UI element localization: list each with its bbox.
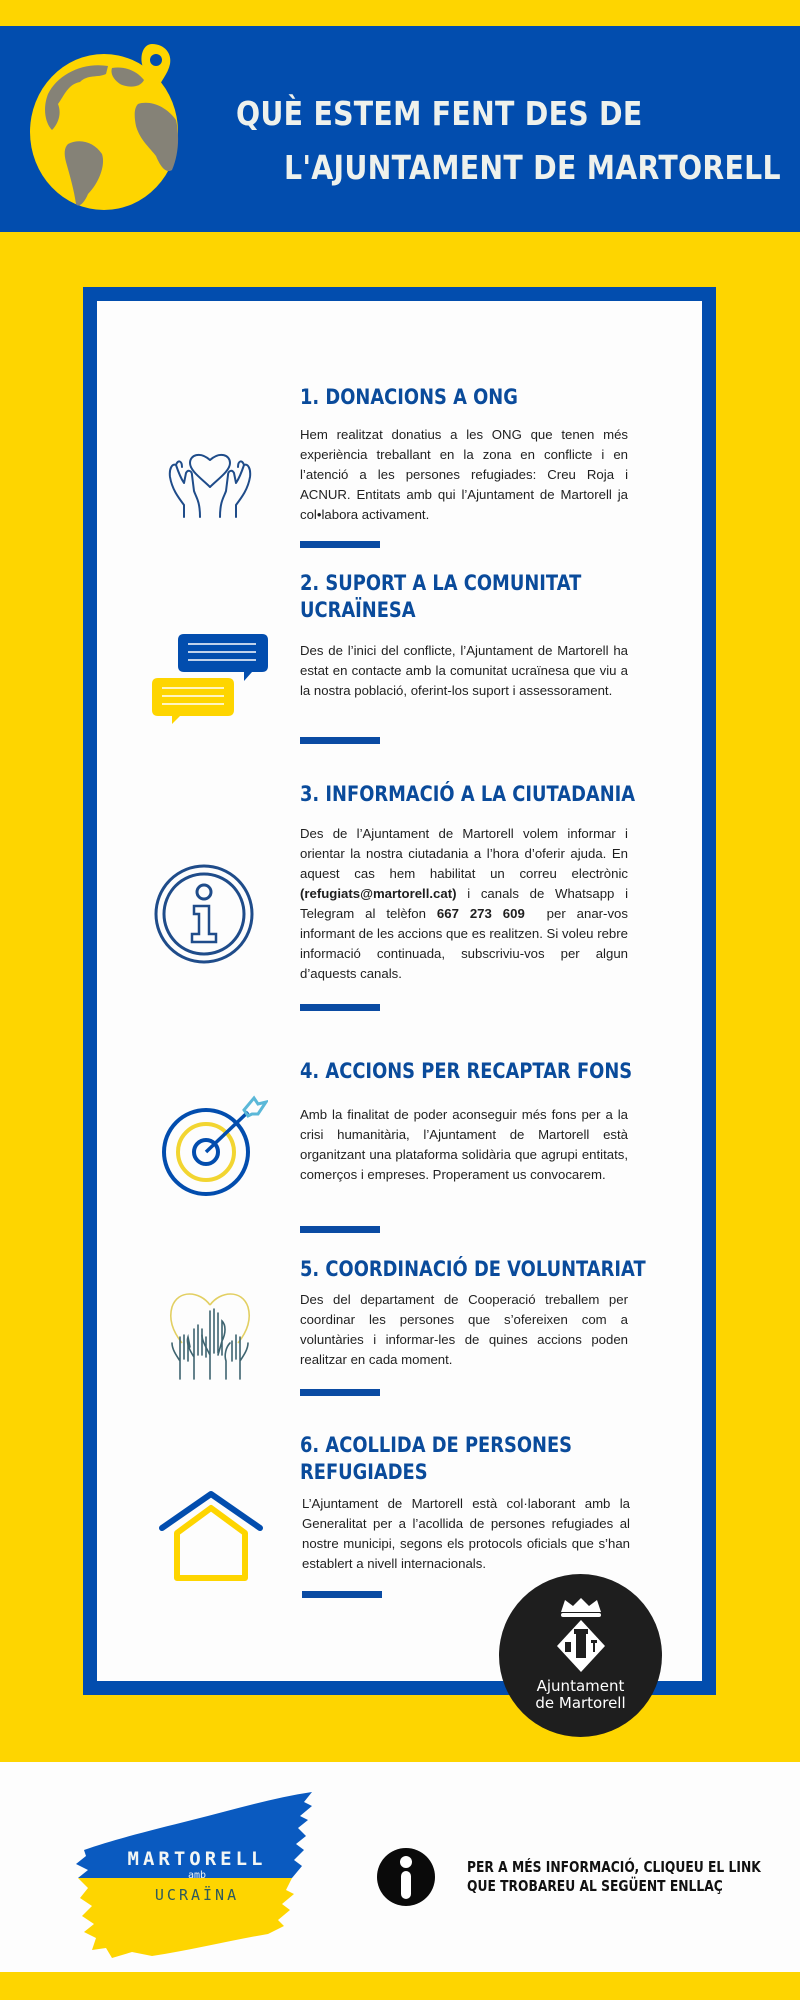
section-body: Des de l’inici del conflicte, l’Ajuntament de Martorell ha estat en contacte amb la comunitat ucraïnesa que viu a la nostra població, oferint-los suport i assessorament. bbox=[300, 643, 628, 698]
martorell-coat-of-arms-icon bbox=[553, 1596, 609, 1674]
page-title-line-2: L'AJUNTAMENT DE MARTORELL bbox=[284, 148, 781, 187]
top-yellow-band bbox=[0, 0, 800, 26]
body-text: i canals de Whatsapp i Telegram al telèfon bbox=[300, 886, 628, 921]
house-icon bbox=[158, 1488, 264, 1584]
page-title-line-1: QUÈ ESTEM FENT DES DE bbox=[236, 94, 643, 133]
brand-line-ucraina: UCRAÏNA bbox=[154, 1886, 240, 1904]
section-divider bbox=[300, 737, 380, 744]
info-link-text-line-1[interactable]: PER A MÉS INFORMACIÓ, CLIQUEU EL LINK bbox=[467, 1858, 761, 1876]
information-circle-icon bbox=[152, 862, 256, 966]
section-divider bbox=[300, 1004, 380, 1011]
section-title: 2. SUPORT A LA COMUNITAT bbox=[300, 571, 582, 595]
phone-number: 667 273 609 bbox=[436, 906, 525, 921]
body-text: Des de l’Ajuntament de Martorell volem informar i orientar la nostra ciutadania a l’hora d’oferir ajuda. En aquest cas hem habilitat un correu electrònic bbox=[300, 826, 628, 881]
section-title-line-2: REFUGIADES bbox=[300, 1460, 428, 1484]
section-body: Amb la finalitat de poder aconseguir més fons per a la crisi humanitària, l’Ajuntament de Martorell està organitzant una plataforma solidària que agrupi entitats, comerços i empreses. Properament us convocarem. bbox=[300, 1107, 628, 1182]
globe-with-location-pin-icon bbox=[28, 44, 198, 214]
section-divider bbox=[300, 1226, 380, 1233]
header-banner bbox=[0, 26, 800, 232]
chat-bubbles-icon bbox=[152, 632, 272, 732]
section-title: 6. ACOLLIDA DE PERSONES bbox=[300, 1433, 573, 1457]
bottom-yellow-band bbox=[0, 1972, 800, 2000]
section-divider bbox=[302, 1591, 382, 1598]
section-body bbox=[300, 824, 628, 984]
ajuntament-logo bbox=[499, 1574, 662, 1737]
section-divider bbox=[300, 541, 380, 548]
logo-text-line-1: Ajuntament bbox=[536, 1677, 625, 1695]
brand-line-martorell: MARTORELL bbox=[127, 1848, 267, 1870]
email-link[interactable]: (refugiats@martorell.cat) bbox=[300, 886, 457, 901]
info-link-text-line-2[interactable]: QUE TROBAREU AL SEGÜENT ENLLAÇ bbox=[467, 1877, 723, 1895]
section-title: 3. INFORMACIÓ A LA CIUTADANIA bbox=[300, 782, 636, 806]
section-body: Des del departament de Cooperació treballem per coordinar les persones que s’ofereixen com a voluntàries i informar-les de quines accions poden realitzar en cada moment. bbox=[300, 1292, 628, 1367]
section-title: 1. DONACIONS A ONG bbox=[300, 385, 518, 409]
section-body: L’Ajuntament de Martorell està col·laborant amb la Generalitat per a l’acollida de persones refugiades al nostre municipi, segons els protocols oficials que s’han establert a nivell internacionals. bbox=[302, 1496, 630, 1571]
brand-line-amb: amb bbox=[187, 1870, 207, 1881]
section-body: Hem realitzat donatius a les ONG que tenen més experiència treballant en la zona en conflicte i en l’atenció a les persones refugiades: Creu Roja i ACNUR. Entitats amb qui l’Ajuntament de Martorell ja col•labora activament. bbox=[300, 427, 628, 522]
section-divider bbox=[300, 1389, 380, 1396]
info-icon[interactable] bbox=[375, 1846, 437, 1908]
target-with-arrow-icon bbox=[158, 1092, 268, 1202]
body-text: per anar-vos informant de les accions que es realitzen. Si voleu rebre informació continuada, subscriviu-vos per algun d’aquests canals. bbox=[300, 906, 628, 981]
logo-text-line-2: de Martorell bbox=[535, 1694, 626, 1712]
section-title: 4. ACCIONS PER RECAPTAR FONS bbox=[300, 1059, 633, 1083]
section-title: 5. COORDINACIÓ DE VOLUNTARIAT bbox=[300, 1257, 646, 1281]
hands-holding-heart-icon bbox=[160, 425, 260, 525]
footer bbox=[0, 1762, 800, 1972]
raised-hands-heart-icon bbox=[160, 1285, 260, 1385]
section-title-line-2: UCRAÏNESA bbox=[300, 598, 416, 622]
